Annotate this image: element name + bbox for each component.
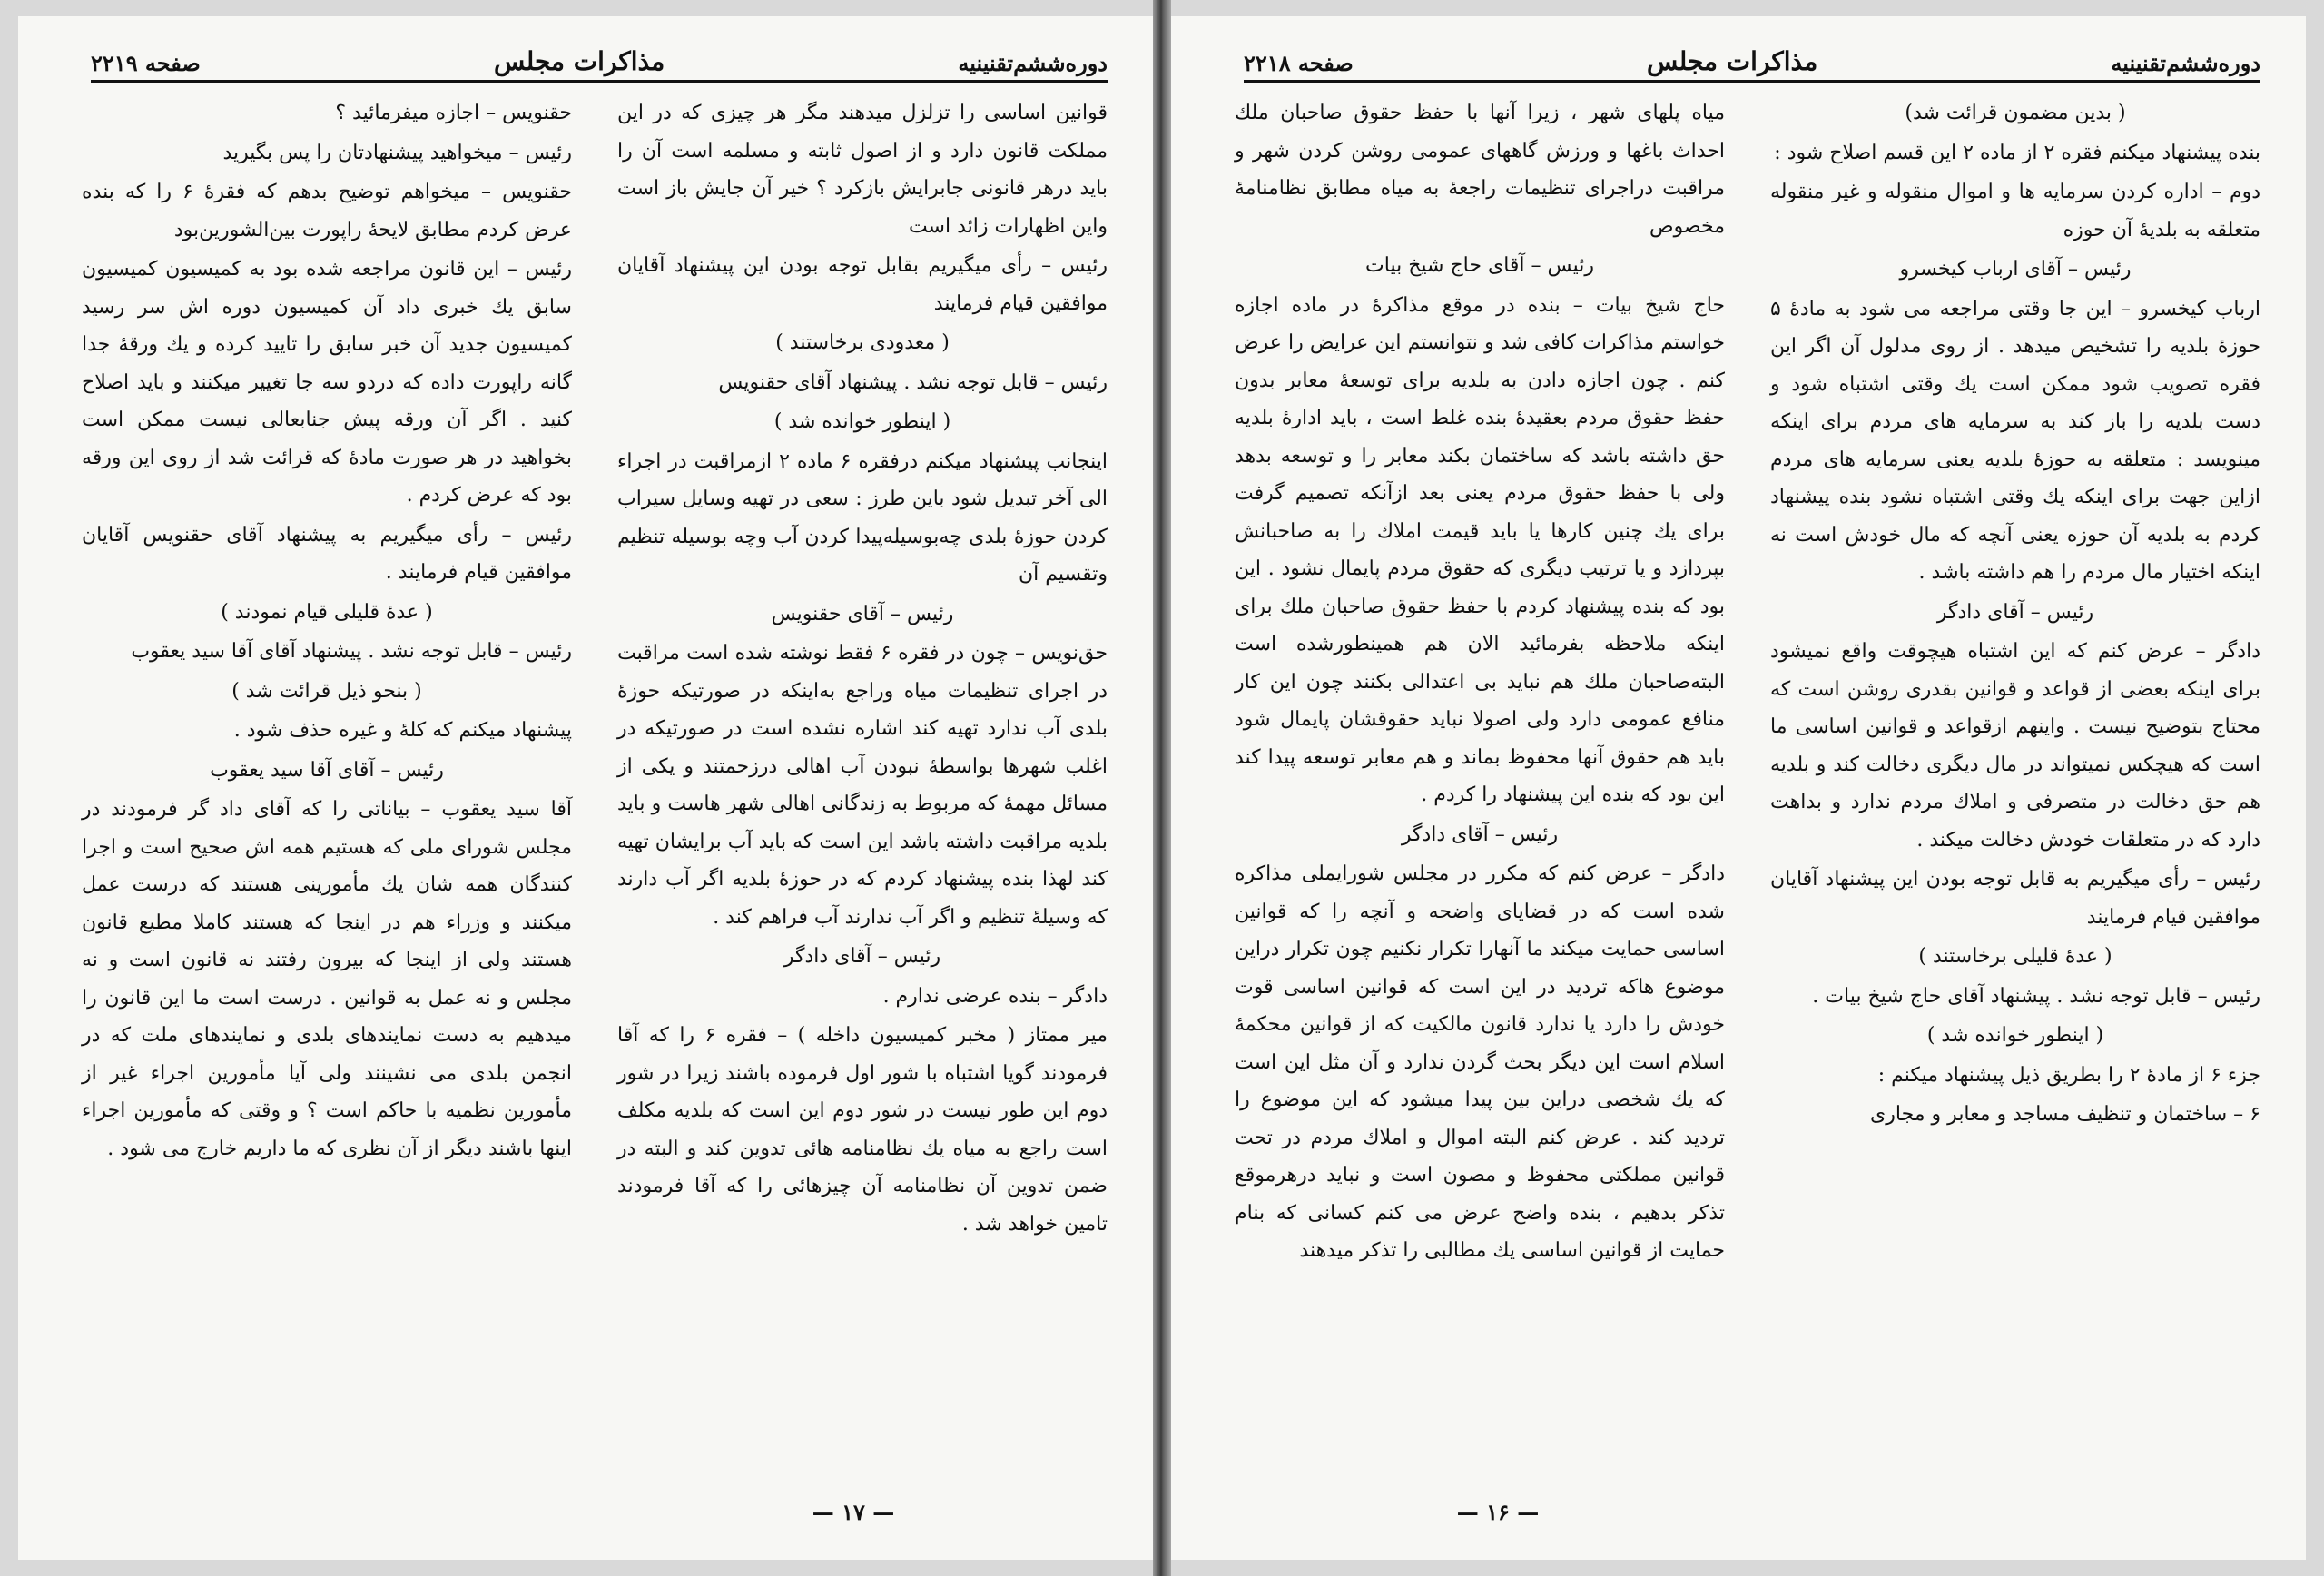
paragraph: ( عدهٔ قلیلی برخاستند )	[1918, 945, 2112, 968]
right-header-title: مذاکرات مجلس	[1647, 46, 1818, 76]
right-page-left-column	[1235, 94, 1725, 1478]
paragraph: رئیس – آقای ارباب کیخسرو	[1899, 258, 2132, 281]
paragraph: رئیس – آقای آقا سید یعقوب	[210, 758, 444, 782]
right-footer-page-number: — ۱۶ —	[1456, 1499, 1540, 1525]
paragraph: دادگر – عرض کنم که مکرر در مجلس شورایملی مذاکره شده است که در قضایای واضحه و آنچه را که قوانین اساسی حمایت میکند ما آنهارا تکرار نکنیم چون تکرار دراین موضوع هاکه تردید در این است که قوانین اساسی قوت خودش را دارد یا ندارد قانون مالکیت که از قوانین محکمهٔ اسلام است این دیگر بحث گردن ندارد و آن مثل این است که یك شخصی دراین بین پیدا میشود که این موضوع را تردید کند . عرض کنم البته اموال و املاك مردم در تحت قوانین مملکتی محفوظ و مصون است و نباید درهرموقع تذکر بدهیم ، بنده واضح عرض می کنم کسانی که بنام حمایت از قوانین اساسی یك مطالبی را تذکر میدهند	[1235, 862, 1725, 1262]
paragraph: حقنویس – اجازه میفرمائید ؟	[335, 102, 572, 124]
paragraph: ( عدهٔ قلیلی قیام نمودند )	[221, 600, 433, 624]
left-page-right-column	[617, 94, 1108, 1478]
paragraph: رئیس – رأی میگیریم بقابل توجه بودن این پیشنهاد آقایان موافقین قیام فرمایند	[617, 254, 1108, 315]
paragraph: دادگر – بنده عرضی ندارم .	[882, 984, 1108, 1008]
paragraph: بنده پیشنهاد میکنم فقره ۲ از ماده ۲ این قسم اصلاح شود :	[1774, 141, 2260, 164]
paragraph: ( بنحو ذیل قرائت شد )	[231, 679, 422, 703]
paragraph: ۶ – ساختمان و تنظیف مساجد و معابر و مجاری	[1870, 1103, 2260, 1126]
paragraph: جزء ۶ از مادهٔ ۲ را بطریق ذیل پیشنهاد میکنم :	[1877, 1063, 2260, 1087]
right-page-right-column	[1770, 94, 2260, 1478]
left-footer-page-number: — ۱۷ —	[812, 1499, 895, 1525]
paragraph: رئیس – رأی میگیریم به پیشنهاد آقای حقنویس آقایان موافقین قیام فرمایند .	[82, 523, 572, 584]
paragraph: رئیس – قابل توجه نشد . پیشنهاد آقای آقا سید یعقوب	[131, 640, 572, 663]
paragraph: حاج شیخ بیات – بنده در موقع مذاکرهٔ در ماده اجازه خواستم مذاکرات کافی شد و نتوانستم این عرایض را عرض کنم . چون اجازه دادن به بلدیه برای توسعهٔ معابر بدون حفظ حقوق مردم بعقیدهٔ بنده غلط است ، باید ادارهٔ بلدیه حق داشته باشد که ساختمان بکند معابر را و توسعه بدهد ولی با حفظ حقوق مردم یعنی بعد ازآنکه تصمیم گرفت برای یك چنین کارها یا باید قیمت املاك را به صاحبانش بپردازد و یا ترتیب دیگری که حقوق مردم پایمال نشود . این بود که بنده پیشنهاد کردم با حفظ حقوق صاحبان ملك برای اینکه ملاحظه بفرمائید الان هم همینطورشده است البته‌صاحبان ملك هم نباید بی اعتدالی بکنند چون این کار منافع عمومی دارد ولی اصولا نباید حقوقشان پایمال شود باید هم حقوق آنها محفوظ بماند و هم معابر توسعه پیدا کند این بود که بنده این پیشنهاد را کردم .	[1235, 293, 1725, 806]
left-header-page-number: صفحه ۲۲۱۹	[91, 50, 201, 76]
left-page-header	[91, 36, 1108, 83]
right-header-page-number: صفحه ۲۲۱۸	[1244, 50, 1354, 76]
paragraph: دوم – اداره کردن سرمایه ها و اموال منقوله و غیر منقوله متعلقه به بلدیهٔ آن حوزه	[1770, 181, 2260, 241]
paragraph: رئیس – آقای حاج شیخ بیات	[1365, 254, 1594, 277]
left-header-title: مذاکرات مجلس	[494, 46, 665, 76]
paragraph: رئیس – آقای دادگر	[1936, 600, 2094, 624]
paragraph: ( اینطور خوانده شد )	[1926, 1024, 2104, 1047]
right-page-header	[1244, 36, 2260, 83]
right-page-columns	[1235, 94, 2260, 1478]
paragraph: پیشنهاد میکنم که کلهٔ و غیره حذف شود .	[233, 719, 572, 742]
paragraph: رئیس – قابل توجه نشد . پیشنهاد آقای حاج شیخ بیات .	[1812, 984, 2260, 1008]
paragraph: رئیس – این قانون مراجعه شده بود به کمیسیون کمیسیون سابق یك خبری داد آن کمیسیون دوره اش سر رسید کمیسیون جدید آن خبر سابق را تایید کرده و یك ورقهٔ جدا گانه راپورت داده که دردو سه جا تغییر میکنند و باید اصلاح کنید . اگر آن ورقه پیش جنابعالی نیست ممکن است بخواهید در هر صورت مادهٔ که قرائت شد از روی این ورقه بود که عرض کردم .	[82, 258, 572, 507]
right-page	[1171, 16, 2306, 1560]
paragraph: آقا سید یعقوب – بیاناتی را که آقای داد گر فرمودند در مجلس شورای ملی که هستیم همه اش صحیح است و اجرا کنندگان همه شان یك مأمورینی هستند که درست عمل میکنند و وزراء هم در اینجا که هستند کاملا مطیع قانون هستند ولی از اینجا که بیرون رفتند نه قانون است و نه مجلس و نه عمل به قوانین . درست است ما این قانون را میدهیم به دست نمایندهای بلدی و نمایندهای ملت که در انجمن بلدی می نشینند ولی آیا مأمورین اجراء غیر از مأمورین نظمیه با حاکم است ؟ و وقتی که مأمورین اجراء اینها باشند دیگر از آن نظری که ما داریم خارج می شود .	[82, 798, 572, 1160]
paragraph: ( بدین مضمون قرائت شد)	[1905, 102, 2126, 124]
paragraph: میر ممتاز ( مخبر کمیسیون داخله ) – فقره ۶ را که آقا فرمودند گویا اشتباه با شور اول فرموده باشند زیرا در شور دوم این طور نیست در شور دوم این است که بلدیه مکلف است راجع به میاه یك نظامنامه هائی تدوین کند و البته در ضمن تدوین آن نظامنامه آن چیزهائی را که آقا فرمودند تامین خواهد شد .	[617, 1024, 1108, 1236]
paragraph: رئیس – قابل توجه نشد . پیشنهاد آقای حقنویس	[718, 370, 1108, 394]
paragraph: حقنویس – میخواهم توضیح بدهم که فقرهٔ ۶ را که بنده عرض کردم مطابق لایحهٔ راپورت بین‌الشورین‌بود	[82, 181, 572, 241]
left-page-columns	[82, 94, 1108, 1478]
left-page	[18, 16, 1153, 1560]
paragraph: قوانین اساسی را تزلزل میدهند مگر هر چیزی که در این مملکت قانون دارد و از اصول ثابته و مسلمه است آن را باید درهر قانونی جابرایش بازکرد ؟ خیر آن جایش باز است واین اظهارات زائد است	[617, 102, 1108, 238]
paragraph: دادگر – عرض کنم که این اشتباه هیچوقت واقع نمیشود برای اینکه بعضی از قواعد و قوانین بقدری روشن است که محتاج بتوضیح نیست . واینهم ازقواعد و قوانین اساسی ما است که هیچکس نمیتواند در مال دیگری دخالت کند و بلدیه هم حق دخالت در متصرفی و املاك مردم ندارد و بداهت دارد که در متعلقات خودش دخالت میکند .	[1770, 640, 2260, 852]
paragraph: رئیس – آقای دادگر	[1401, 822, 1559, 846]
paragraph: رئیس – آقای دادگر	[783, 945, 941, 968]
paragraph: رئیس – میخواهید پیشنهادتان را پس بگیرید	[222, 141, 572, 164]
paragraph: رئیس – رأی میگیریم به قابل توجه بودن این پیشنهاد آقایان موافقین قیام فرمایند	[1770, 868, 2260, 929]
paragraph: رئیس – آقای حقنویس	[771, 602, 954, 625]
paragraph: حق‌نویس – چون در فقره ۶ فقط نوشته شده است مراقبت در اجرای تنظیمات میاه وراجع به‌اینکه در صورتیکه حوزهٔ بلدی آب ندارد تهیه کند اشاره نشده است در صورتیکه در اغلب شهرها بواسطهٔ نبودن آب اهالی درزحمتند و یکی از مسائل مهمهٔ که مربوط به زندگانی اهالی شهر هاست و باید بلدیه مراقبت داشته باشد این است که باید آب برایشان تهیه کند لهذا بنده پیشنهاد کردم که در حوزهٔ بلدیه اگر آب دارند که وسیلهٔ تنظیم و اگر آب ندارند آب فراهم کند .	[617, 642, 1108, 929]
paragraph: اینجانب پیشنهاد میکنم درفقره ۶ ماده ۲ ازمراقبت در اجراء الی آخر تبدیل شود باین طرز : سعی در تهیه وسایل سیراب کردن حوزهٔ بلدی چه‌بوسیله‌پیدا کردن آب وچه بوسیله تنظیم وتقسیم آن	[617, 449, 1108, 586]
left-page-left-column	[82, 94, 572, 1478]
paragraph: ( اینطور خوانده شد )	[773, 410, 951, 433]
paragraph: میاه پلهای شهر ، زیرا آنها با حفظ حقوق صاحبان ملك احداث باغها و ورزش گاههای عمومی روشن کردن شهر و مراقبت دراجرای تنظیمات راجعهٔ به میاه مطابق نظامنامهٔ مخصوص	[1235, 102, 1725, 238]
right-header-session: دوره‌ششم‌تقنینیه	[2111, 50, 2260, 76]
book-gutter	[1153, 0, 1171, 1576]
right-page-footer	[1244, 1499, 2260, 1525]
left-header-session: دوره‌ششم‌تقنینیه	[958, 50, 1108, 76]
paragraph: ( معدودی برخاستند )	[775, 331, 950, 354]
paragraph: ارباب کیخسرو – این جا وقتی مراجعه می شود به مادهٔ ۵ حوزهٔ بلدیه را تشخیص میدهد . از روی مدلول آن اگر این فقره تصویب شود ممکن است یك وقتی اشتباه شود و دست بلدیه را باز کند به سرمایه های مردم برای اینکه مینویسد : متعلقه به حوزهٔ بلدیه یعنی سرمایه های مردم ازاین جهت برای اینکه یك وقتی اشتباه نشود بنده پیشنهاد کردم به بلدیه آن حوزه یعنی آنچه که مال خودش است نه اینکه اختیار مال مردم را هم داشته باشد .	[1770, 297, 2260, 584]
left-page-footer	[91, 1499, 1108, 1525]
